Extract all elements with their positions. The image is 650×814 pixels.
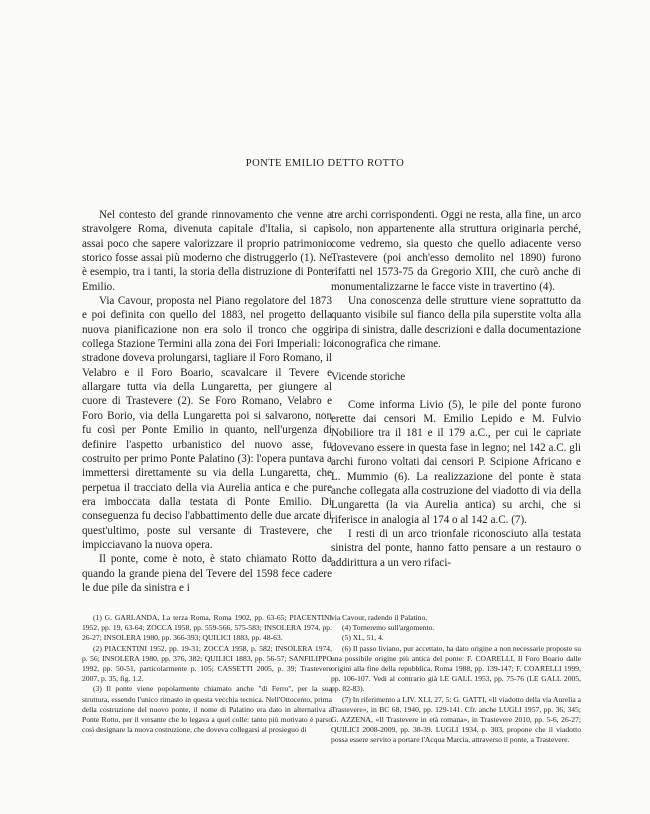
footnote: (5) XL, 51, 4. [342, 633, 384, 643]
footnote: (6) Il passo liviano, pur accettato, ha dato origine a non necessarie proposte su una possibile origine più antica del ponte: F. COARELLI, Il Foro Boario dalle origini alla fine della repubblica, Roma 1988, pp. 139-147; F. COARELLI 1999, pp. 106-107. Vedi al contrario già LE GALL 1953, pp. 75-76 (LE GALL 2005, pp. 82-83). [331, 643, 581, 694]
body-column-left [82, 208, 332, 595]
footnote: (3) Il ponte viene popolarmente chiamato anche "di Ferro", per la sua struttura, essendo l'unico rimasto in questa vecchia tecnica. Nell'Ottocento, prima della costruzione del nuovo ponte, il nome di Palatino era dato in alternativa a Ponte Rotto, per il versante che lo legava a quel colle: tanto più motivato è parso così designare la nuova costruzione, che doveva collegarsi al prosieguo di [82, 684, 332, 735]
footnote: (7) In riferimento a LIV. XLI, 27, 5: G. GATTI, «Il viadotto della via Aurelia a Trastevere», in BC 68, 1940, pp. 129-141. Cfr. anche LUGLI 1957, pp. 36, 345; G. AZZENA, «Il Trastevere in età romana», in Trastevere 2010, pp. 5-6, 26-27; QUILICI 2008-2009, pp. 38-39. LUGLI 1934, p. 303, propone che il viadotto possa essere servito a portare l'Acqua Marcia, attraverso il ponte, a Trastevere. [331, 694, 581, 745]
footnote: (4) Torneremo sull'argomento. [342, 623, 435, 633]
footnote: (2) PIACENTINI 1952, pp. 19-31; ZOCCA 1958, p. 582; INSOLERA 1974, p. 56; INSOLERA 1980, pp. 376, 382; QUILICI 1883, pp. 56-57; SANFILIPPO 1992, pp. 50-51, particolarmente p. 105; CASSETTI 2005, p. 39; Trastevere 2007, p. 35, fig. 1.2. [82, 643, 332, 684]
footnotes-left [82, 613, 332, 735]
page-title: PONTE EMILIO DETTO ROTTO [245, 158, 405, 169]
body-paragraph: Via Cavour, proposta nel Piano regolatore del 1873 e poi definita con quello del 1883, nel progetto della nuova pianificazione non era solo il tronco che oggi collega Stazione Termini alla zona dei Fori Imperiali: lo stradone doveva prolungarsi, tagliare il Foro Romano, il Velabro e il Foro Boario, scavalcare il Tevere e allargare tutta via della Lungaretta, per giungere al cuore di Trastevere (2). Se Foro Romano, Velabro e Foro Borio, via della Lungaretta poi si salvarono, non fu così per Ponte Emilio in quanto, nell'urgenza di definire l'aspetto urbanistico del nuovo asse, fu costruito per primo Ponte Palatino (3): l'opera puntava a immettersi direttamente su via della Lungaretta, che perpetua il tracciato della via Aurelia antica e che pure era imboccata dalla testata di Ponte Emilio. Di conseguenza fu deciso l'abbattimento delle due arcate di quest'ultimo, poste sul versante di Trastevere, che impicciavano la nuova opera. [82, 295, 332, 551]
body-paragraph: Come informa Livio (5), le pile del ponte furono erette dai censori M. Emilio Lepido e M. Fulvio Nobiliore tra il 181 e il 179 a.C., per cui le capriate dovevano essere in questa fase in legno; nel 142 a.C. gli archi furono voltati dai censori P. Scipione Africano e L. Mummio (6). La realizzazione del ponte è stata anche collegata alla costruzione del viadotto di via della Lungaretta (la via Aurelia antica) su archi, che si riferisce in analogia al 174 o al 142 a.C. (7). [331, 398, 581, 526]
section-heading: Vicende storiche [331, 371, 406, 384]
footnote: via Cavour, radendo il Palatino. [331, 613, 428, 622]
body-paragraph: Nel contesto del grande rinnovamento che venne a stravolgere Roma, divenuta capitale d'Italia, si capì assai poco che sapere valorizzare il proprio patrimonio storico fosse assai più moderno che distruggerlo (1). Ne è esempio, tra i tanti, la storia della distruzione di Ponte Emilio. [82, 209, 332, 293]
body-paragraph: tre archi corrispondenti. Oggi ne resta, alla fine, un arco solo, non appartenente alla struttura originaria perché, come vedremo, sia questo che quello adiacente verso Trastevere (poi anch'esso demolito nel 1890) furono rifatti nel 1573-75 da Gregorio XIII, che curò anche di monumentalizzarne le facce viste in travertino (4). [331, 209, 581, 293]
body-paragraph: Una conoscenza delle strutture viene soprattutto da quanto visibile sul fianco della pila superstite volta alla ripa di sinistra, dalle descrizioni e dalla documentazione iconografica che rimane. [331, 295, 581, 351]
footnote: (1) G. GARLANDA, La terza Roma, Roma 1902, pp. 63-65; PIACENTINI 1952, pp. 19, 63-64; ZOCCA 1958, pp. 559-566, 575-583; INSOLERA 1974, pp. 26-27; INSOLERA 1980, pp. 366-393; QUILICI 1883, pp. 48-63. [82, 613, 332, 643]
footnotes-right [331, 613, 581, 746]
body-column-right [331, 208, 581, 570]
body-paragraph: I resti di un arco trionfale riconosciuto alla testata sinistra del ponte, hanno fatto pensare a un restauro o addirittura a un vero rifaci- [331, 527, 581, 569]
body-paragraph: Il ponte, come è noto, è stato chiamato Rotto da quando la grande piena del Tevere del 1598 fece cadere le due pile da sinistra e i [82, 553, 332, 594]
